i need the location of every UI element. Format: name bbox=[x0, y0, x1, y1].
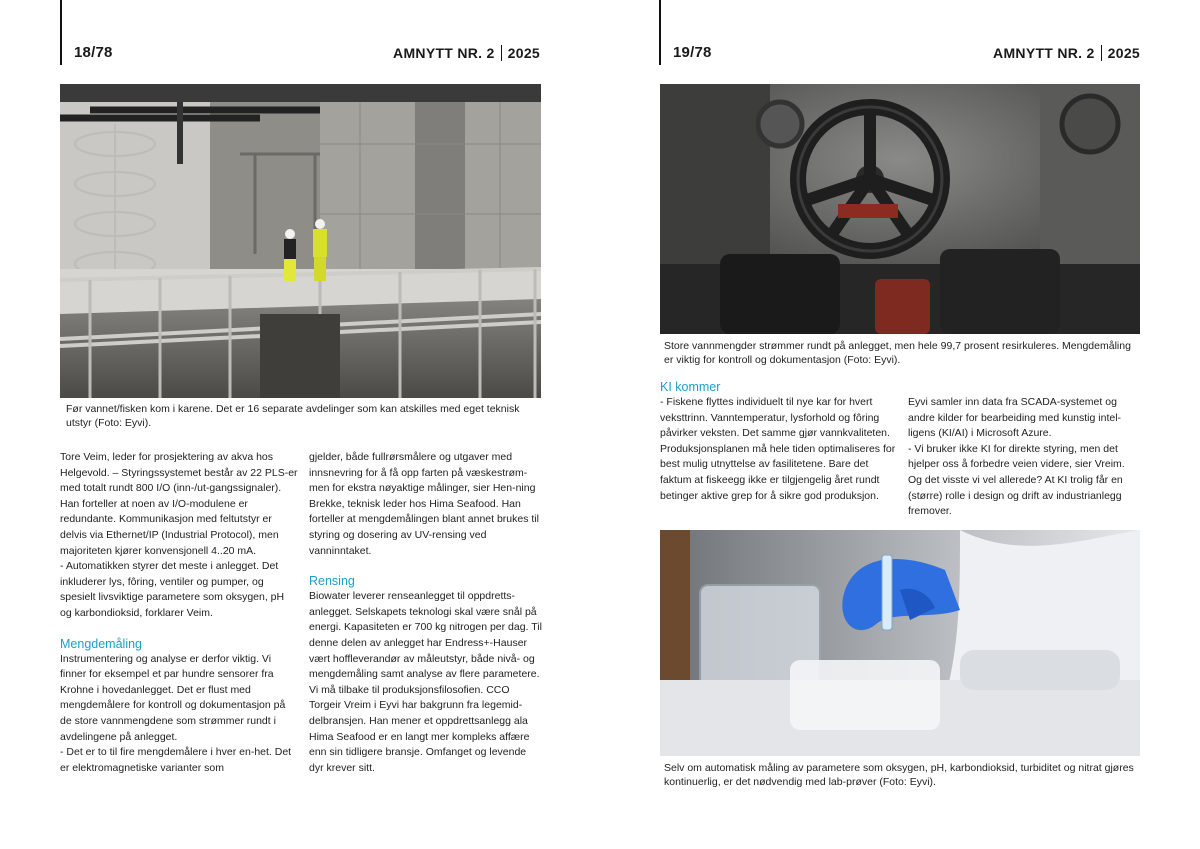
paragraph: Tore Veim, leder for prosjektering av akva hos Helgevold. – Styringssystemet består av 22 PLS-er med totalt rundt 800 I/O (inn-/ut-gangssignaler). bbox=[60, 451, 298, 495]
lab-sample-illustration bbox=[660, 530, 1140, 756]
paragraph: gjelder, både fullrørsmålere og utgaver med innsnevring for å få opp farten på væskestrøm-men for ekstra nøyaktige målinger, sier Hen-ning Brekke, teknisk leder hos Hima Seafood. Han forteller at mengdemålingen blant annet brukes til styring og dosering av UV-rensing ved vanninntaket. bbox=[309, 451, 539, 557]
section-heading-rensing: Rensing bbox=[309, 574, 355, 589]
industrial-hall-illustration bbox=[60, 84, 541, 398]
left-margin-rule bbox=[60, 0, 62, 65]
left-magazine-title: AMNYTT NR. 2 bbox=[393, 45, 495, 61]
right-column-2 bbox=[908, 395, 1140, 520]
left-running-header bbox=[393, 45, 540, 61]
left-photo-caption: Før vannet/fisken kom i karene. Det er 16 separate avdelinger som kan atskilles med eget teknisk utstyr (Foto: Eyvi). bbox=[66, 403, 520, 429]
valve-wheel-illustration bbox=[660, 84, 1140, 334]
right-photo2-caption: Selv om automatisk måling av parametere som oksygen, pH, karbondioksid, turbiditet og nitrat gjøres kontinuerlig, er det nødvendig med lab-prøver (Foto: Eyvi). bbox=[664, 762, 1134, 788]
left-header-divider bbox=[501, 45, 502, 61]
paragraph: Vi må tilbake til produksjonsfilosofien. CCO Torgeir Vreim i Eyvi har bakgrunn fra legemid-delbransjen. Han mener et oppdrettsanlegg ala Hima Seafood er en langt mer kompleks affære enn sin tidligere bransje. Omfanget og levende dyr krever sitt. bbox=[309, 683, 530, 774]
right-page-number: 19/78 bbox=[673, 44, 712, 61]
valve-wheel-photo bbox=[660, 84, 1140, 334]
paragraph: Instrumentering og analyse er derfor viktig. Vi finner for eksempel et par hundre sensorer fra Krohne i hovedanlegget. Det er flust med mengdemålere for kontroll og dokumentasjon på de store vannmengdene som strømmer rundt i avdelingene på anlegget. bbox=[60, 652, 286, 743]
left-column-2 bbox=[309, 450, 543, 776]
right-header-divider bbox=[1101, 45, 1102, 61]
paragraph: Han forteller at noen av I/O-modulene er redundante. Kommunikasjon med feltutstyr er delvis via Ethernet/IP (Industrial Protocol), men majoriteten kjører konvensjonell 4..20 mA. bbox=[60, 497, 279, 557]
lab-sample-photo bbox=[660, 530, 1140, 756]
paragraph: Eyvi samler inn data fra SCADA-systemet og andre kilder for bearbeiding med kunstig intel-ligens (KI/AI) i Microsoft Azure. bbox=[908, 396, 1122, 440]
section-heading-ki-kommer: KI kommer bbox=[660, 380, 721, 394]
right-margin-rule bbox=[659, 0, 661, 65]
left-page-number: 18/78 bbox=[74, 44, 113, 61]
industrial-hall-photo bbox=[60, 84, 541, 398]
right-column-1 bbox=[660, 379, 896, 504]
paragraph: - Automatikken styrer det meste i anlegget. Det inkluderer lys, fôring, ventiler og pumper, og spesielt livsviktige parametere som oksygen, pH og karbondioksid, forklarer Veim. bbox=[60, 560, 285, 619]
section-heading-mengdemaling: Mengdemåling bbox=[60, 636, 142, 651]
right-magazine-year: 2025 bbox=[1107, 45, 1140, 61]
paragraph: - Vi bruker ikke KI for direkte styring, men det hjelper oss å forbedre veien videre, sier Vreim. Og det visste vi vel allerede? At KI trolig får en (større) rolle i design og drift av industrianlegg fremover. bbox=[908, 442, 1125, 518]
right-photo1-caption: Store vannmengder strømmer rundt på anlegget, men hele 99,7 prosent resirkuleres. Mengdemåling er viktig for kontroll og dokumentasjon (Foto: Eyvi). bbox=[664, 340, 1131, 366]
right-running-header bbox=[993, 45, 1140, 61]
paragraph: - Fiskene flyttes individuelt til nye kar for hvert veksttrinn. Vanntemperatur, lysforhold og fôring påvirker veksten. Det samme gjør vannkvaliteten. Produksjonsplanen må hele tiden optimaliseres for best mulig utnyttelse av fasilitetene. Bare det faktum at fiskeegg ikke er tilgjengelig året rundt betinger aktive grep for å sikre god produksjon. bbox=[660, 396, 896, 502]
right-magazine-title: AMNYTT NR. 2 bbox=[993, 45, 1095, 61]
paragraph: Biowater leverer renseanlegget til oppdretts-anlegget. Selskapets teknologi skal være snål på energi. Kapasiteten er 700 kg nitrogen per dag. Til denne delen av anlegget har Endress+-Hauser vært hoffleverandør av måleutstyr, både nivå- og mengdemåling samt analyse av flere parametere. bbox=[309, 590, 542, 681]
left-column-1 bbox=[60, 450, 298, 776]
left-magazine-year: 2025 bbox=[507, 45, 540, 61]
paragraph: - Det er to til fire mengdemålere i hver en-het. Det er elektromagnetiske varianter som bbox=[60, 746, 292, 774]
